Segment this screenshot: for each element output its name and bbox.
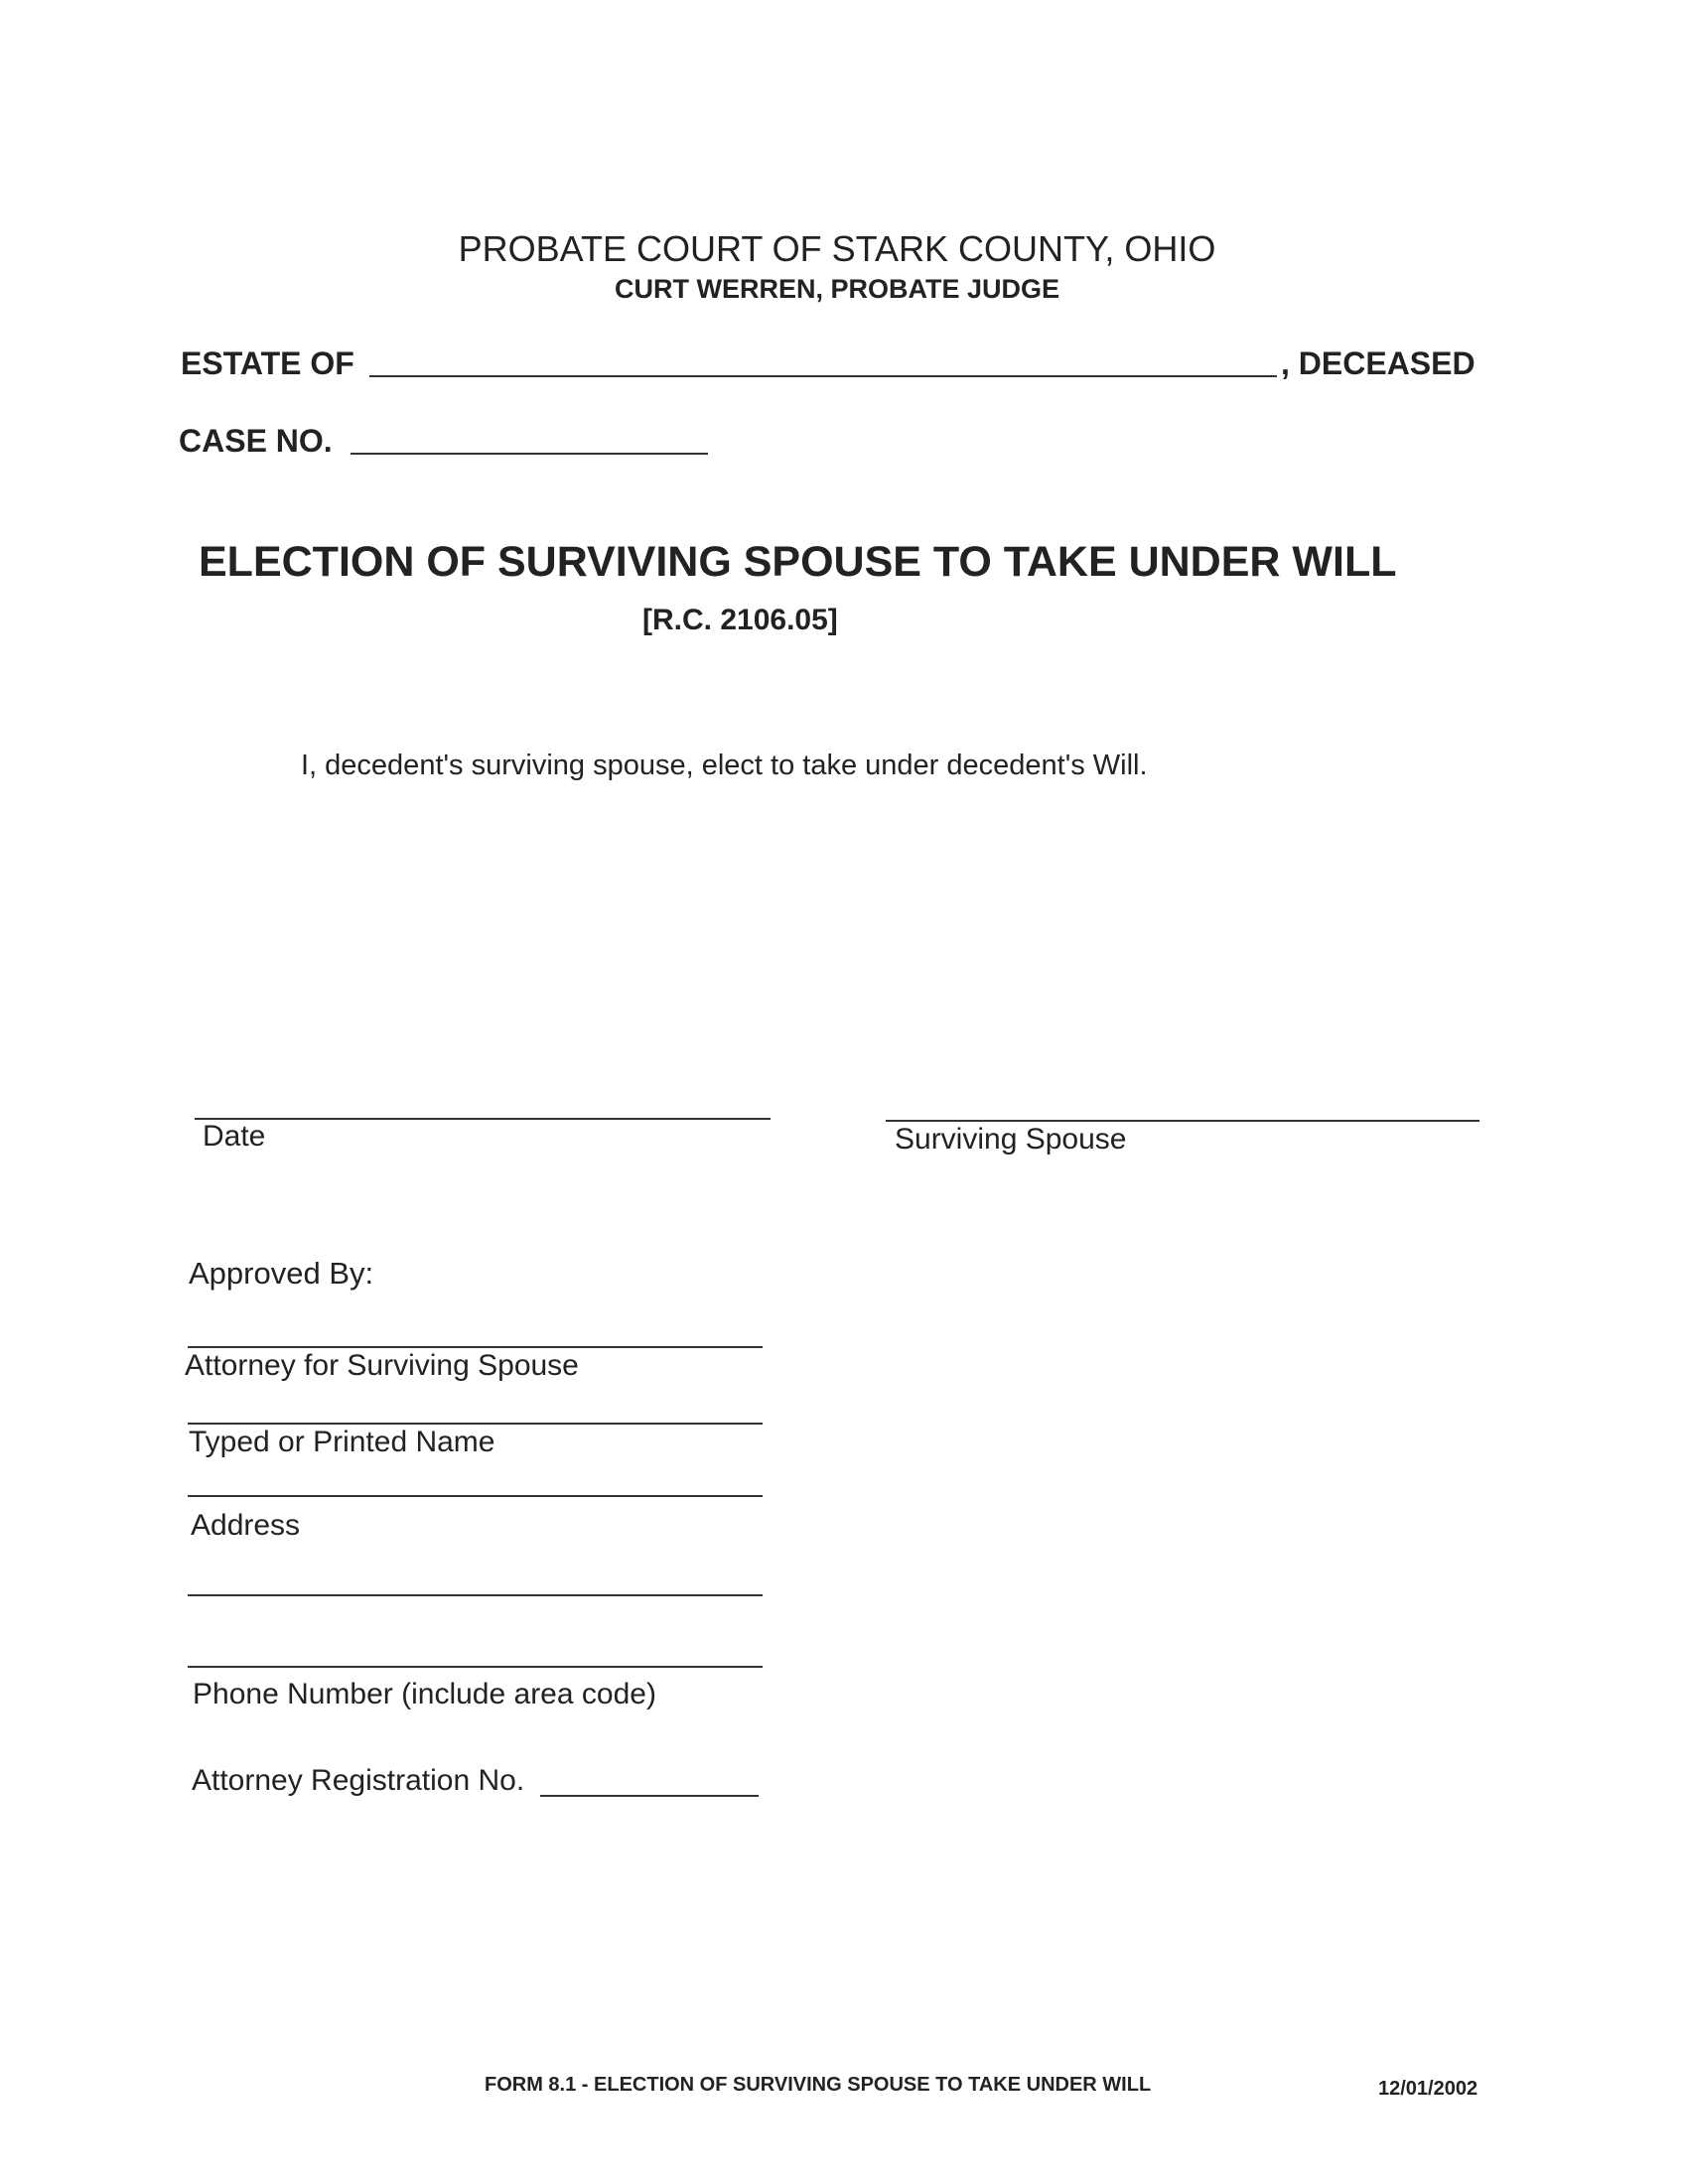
case-no-field[interactable] (351, 453, 708, 455)
attorney-signature-label: Attorney for Surviving Spouse (185, 1349, 579, 1382)
footer-form-name: FORM 8.1 - ELECTION OF SURVIVING SPOUSE TO TAKE UNDER WILL (485, 2074, 1152, 2096)
phone-field[interactable] (188, 1666, 763, 1668)
address-line-2-field[interactable] (188, 1594, 763, 1596)
judge-name: CURT WERREN, PROBATE JUDGE (614, 274, 1060, 304)
case-no-label: CASE NO. (179, 423, 333, 459)
date-field[interactable] (195, 1118, 771, 1120)
approved-by-heading: Approved By: (189, 1256, 374, 1291)
court-title: PROBATE COURT OF STARK COUNTY, OHIO (458, 228, 1216, 269)
printed-name-field[interactable] (188, 1423, 763, 1425)
address-field[interactable] (188, 1495, 763, 1497)
spouse-signature-field[interactable] (886, 1120, 1479, 1122)
footer-revision-date: 12/01/2002 (1378, 2078, 1478, 2100)
address-label: Address (191, 1509, 301, 1542)
election-statement: I, decedent's surviving spouse, elect to take under decedent's Will. (301, 750, 1148, 781)
registration-label: Attorney Registration No. (192, 1764, 525, 1797)
deceased-label: , DECEASED (1281, 345, 1476, 381)
estate-label: ESTATE OF (181, 345, 354, 381)
printed-name-label: Typed or Printed Name (189, 1426, 495, 1458)
statute-reference: [R.C. 2106.05] (642, 604, 838, 636)
phone-label: Phone Number (include area code) (193, 1678, 656, 1710)
registration-field[interactable] (540, 1795, 759, 1797)
date-label: Date (203, 1120, 266, 1153)
estate-name-field[interactable] (369, 375, 1277, 377)
form-title: ELECTION OF SURVIVING SPOUSE TO TAKE UNDER WILL (199, 538, 1397, 586)
spouse-signature-label: Surviving Spouse (895, 1123, 1127, 1156)
attorney-signature-field[interactable] (188, 1346, 763, 1348)
